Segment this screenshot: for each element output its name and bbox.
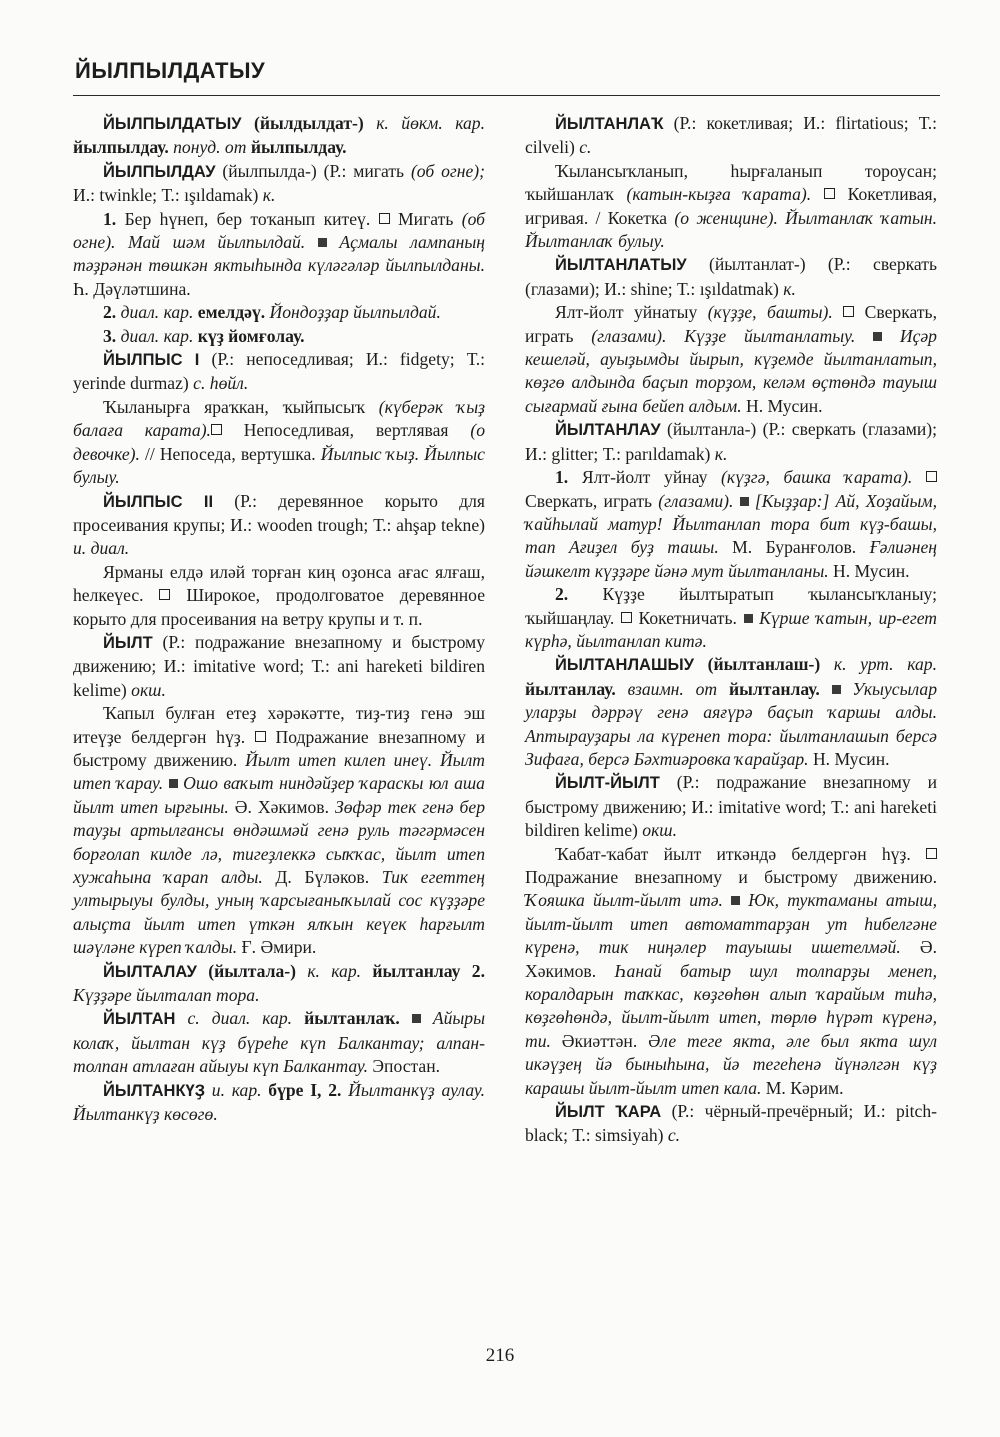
- definition: Ярманы елдә иләй торған киң оҙонса ағас ялғаш, һелкеүес. Широкое, продолговатое деревянное корыто для просеивания на ветру крупы и т. п.: [73, 561, 485, 629]
- sense-1: 1. Бер һүнеп, бер тоҡанып китеү. Мигать (об огне). Май шәм йылпылдай. Аҫмалы лампаның тәҙрәнән төшкән яктыһында күләгәләр йылпылданы. Һ. Дәүләтшина.: [73, 208, 486, 299]
- definition: Ҡабат-ҡабат йылт иткәндә белдергән һүҙ. Подражание внезапному и быстрому движению. Ҡояшка йылт-йылт итә. Юк, туктаманы атыш, йылт-йылт итеп автоматтарҙан ут һибелгәне күренә, тик ниңәлер тауышы ишетелмәй. Ә. Хәкимов. Һанай батыр шул толпарҙы менеп, коралдарын таҡкас, көҙгөһөн алып ҡарайым тиһә, көҙгөһөндә, йылт-йылт итеп, төрлө һүрәт күренә, ти. Әкиәттән. Әле теге якта, әле был якта шул икәүҙең йә быныһына, йә тегеһенә йүнәлгән күҙ карашы йылт-йылт итеп кала. М. Кәрим.: [525, 843, 938, 1098]
- sense-2: 2. диал. кар. емелдәү. Йондоҙҙар йылпылдай.: [103, 302, 441, 323]
- entry-yyltanlashyu: ЙЫЛТАНЛАШЫУ (йылтанлаш-) к. урт. кар. йылтанлау. взаимн. от йылтанлау. Укыусылар уларҙы дәррәү генә аяғүрә баҫып ҡаршы алды. Аптырауҙары ла күренеп тора: йылтанлашып берсә Зифаға, берсә Бәхтиәровка ҡарайҙар. Н. Мусин.: [525, 654, 937, 769]
- square-marker-icon: [211, 424, 222, 435]
- entry-yyltanlatyu: ЙЫЛТАНЛАТЫУ (йылтанлат-) (Р.: сверкать (глазами); И.: shine; Т.: ışıldatmak) к.: [525, 254, 937, 299]
- square-marker-icon: [159, 589, 170, 600]
- sense-3: 3. диал. кар. күҙ йомғолау.: [103, 325, 305, 346]
- running-head: ЙЫЛПЫЛДАТЫУ: [75, 58, 266, 83]
- filled-square-icon: [873, 332, 882, 341]
- entry-yylpyldatyu: ЙЫЛПЫЛДАТЫУ (йылдылдат-) к. йөкм. кар. йылпылдау. понуд. от йылпылдау.: [73, 113, 485, 158]
- definition: Ҡапыл булған етеҙ хәрәкәтте, тиҙ-тиҙ генә эш итеүҙе белдергән һүҙ. Подражание внезапному и быстрому движению. Йылт итеп килеп инеү. Йылт итеп ҡарау. Ошо ваҡыт ниндәйҙер ҡараскы юл аша йылт итеп ырғыны. Ә. Хәкимов. Зөфәр тек генә бер тауҙы артылғансы өндәшмәй генә руль тәгәрмәсен борғолап килде лә, тигеҙлеккә сыҡҡас, йылт итеп хужаһына ҡарап алды. Д. Бүләков. Тик егеттең ултырыуы булды, уның ҡарсығаныҡылай сос күҙҙәре алыҫта йылт итеп үткән ялҡын кеүек һарғылт шәүләне күреп ҡалды. Ғ. Әмири.: [73, 703, 486, 958]
- entry-yylpys-2: ЙЫЛПЫС II (Р.: деревянное корыто для просеивания крупы; И.: wooden trough; Т.: ahşap tekne) и. диал.: [73, 490, 485, 559]
- entry-yyltalau: ЙЫЛТАЛАУ (йылтала-) к. кар. йылтанлау 2. Күҙҙәре йылталап тора.: [73, 960, 485, 1006]
- sense-1: 1. Ялт-йолт уйнау (күҙгә, башка ҡарата). Сверкать, играть (глазами). [Кыҙҙар:] Ай, Хоҙайым, ҡайһылай матур! Йылтанлап тора бит күҙ-башы, тап Ағиҙел буҙ ташы. М. Буранғолов. Ғәлиәнең йәшкелт күҙҙәре йәнә мут йылтанланы. Н. Мусин.: [525, 467, 937, 581]
- entry-yylt-qara: ЙЫЛТ ҠАРА (Р.: чёрный-пречёрный; И.: pitch-black; Т.: simsiyah) с.: [525, 1101, 937, 1146]
- square-marker-icon: [843, 306, 854, 317]
- filled-square-icon: [318, 238, 327, 247]
- square-marker-icon: [824, 188, 835, 199]
- entry-yylt: ЙЫЛТ (Р.: подражание внезапному и быстрому движению; И.: imitative word; Т.: ani hareketi bildiren kelime) окш.: [73, 631, 485, 700]
- left-column: [73, 112, 485, 1126]
- entry-yyltan: ЙЫЛТАН с. диал. кар. йылтанлаҡ. Айыры колаҡ, йылтан күҙ бүреһе күп Балкантау; алпан-толпан атлаған айыуы күп Балкантау. Эпостан.: [73, 1008, 485, 1077]
- definition: Ҡылансыҡланып, һырғаланып тороусан; ҡыйшанлаҡ (катын-кыҙға ҡарата). Кокетливая, игривая. / Кокетка (о женщине). Йылтанлаҡ ҡатын. Йылтанлаҡ булыу.: [525, 160, 937, 252]
- square-marker-icon: [621, 612, 632, 623]
- entry-yylpyldau: ЙЫЛПЫЛДАУ (йылпылда-) (Р.: мигать (об огне); И.: twinkle; Т.: ışıldamak) к.: [73, 160, 485, 206]
- filled-square-icon: [740, 497, 749, 506]
- page-number: 216: [485, 1345, 515, 1366]
- square-marker-icon: [926, 848, 937, 859]
- right-column: [525, 112, 937, 1148]
- filled-square-icon: [412, 1014, 421, 1023]
- header-rule: [73, 95, 940, 96]
- filled-square-icon: [744, 614, 753, 623]
- definition: Ҡыланырға яраҡкан, ҡыйпысыҡ (күберәк ҡыҙ балаға карата). Непоседливая, вертлявая (о девочке). // Непоседа, вертушка. Йылпыс ҡыҙ. Йылпыс булыу.: [73, 396, 485, 488]
- filled-square-icon: [169, 779, 178, 788]
- entry-yylpys-1: ЙЫЛПЫС I (Р.: непоседливая; И.: fidgety; Т.: yerinde durmaz) с. һөйл.: [73, 349, 485, 394]
- filled-square-icon: [731, 896, 740, 905]
- entry-yylt-yylt: ЙЫЛТ-ЙЫЛТ (Р.: подражание внезапному и быстрому движению; И.: imitative word; Т.: ani hareketi bildiren kelime) окш.: [525, 772, 937, 841]
- entry-yyltankuz: ЙЫЛТАНКҮҘ и. кар. бүре I, 2. Йылтанкүҙ аулау. Йылтанкүҙ көсөгө.: [73, 1079, 485, 1125]
- square-marker-icon: [379, 213, 390, 224]
- definition: Ялт-йолт уйнатыу (күҙҙе, башты). Сверкать, играть (глазами). Күҙҙе йылтанлатыу. Иҫәр кешеләй, ауыҙымды йырып, күҙемде йылтанлатып, көҙгө алдында баҫып торҙом, келәм өҫтөндә тауыш сығармай ғына бейеп алдым. Н. Мусин.: [525, 302, 937, 416]
- square-marker-icon: [255, 731, 266, 742]
- square-marker-icon: [926, 471, 937, 482]
- sense-2: 2. Күҙҙе йылтыратып ҡылансыҡланыу; ҡыйшаңлау. Кокетничать. Күрше ҡатын, ир-егет күрһә, йылтанлап китә.: [525, 584, 938, 651]
- entry-yyltanlau: ЙЫЛТАНЛАУ (йылтанла-) (Р.: сверкать (глазами); И.: glitter; Т.: parıldamak) к.: [525, 419, 937, 464]
- filled-square-icon: [832, 685, 841, 694]
- entry-yyltanlaq: ЙЫЛТАНЛАҠ (Р.: кокетливая; И.: flirtatious; Т.: cilveli) с.: [525, 113, 937, 158]
